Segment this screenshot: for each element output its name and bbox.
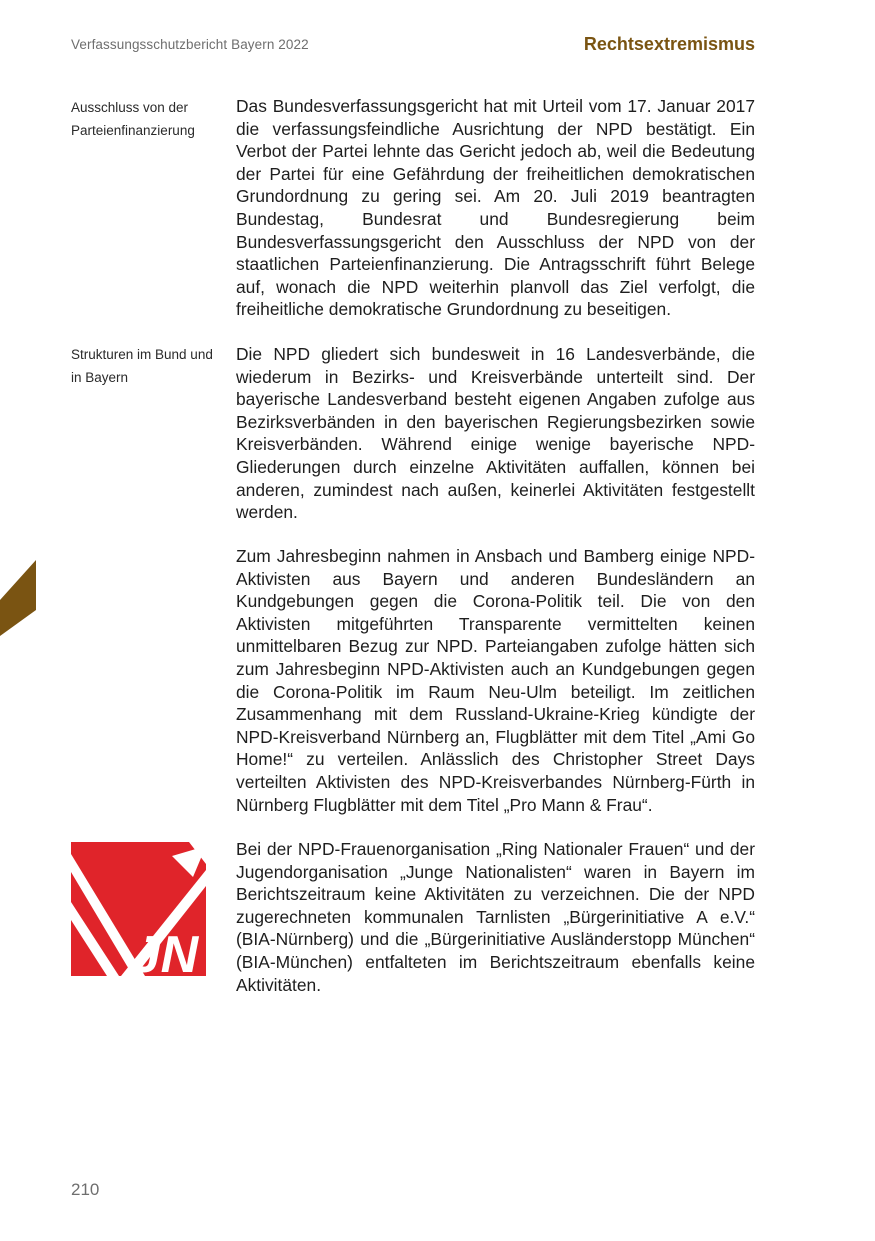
publication-title: Verfassungsschutzbericht Bayern 2022 [71, 37, 309, 52]
jn-logo-text: JN [131, 926, 199, 976]
margin-note-parteienfinanzierung: Ausschluss von der Parteienfinanzierung [71, 100, 195, 138]
paragraph-strukturen: Die NPD gliedert sich bundesweit in 16 Landesverbände, die wiederum in Bezirks- und Kreisverbände unterteilt sind. Der bayerische Landesverband besteht eigenen Angaben zufolge aus Bezirksverbänden in den bayerischen Regierungsbezirken sowie Kreisverbänden. Während einige wenige bayerische NPD-Gliederungen durch einzelne Aktivitäten auffallen, können bei anderen, zumindest nach außen, keinerlei Aktivitäten festgestellt werden. [236, 344, 755, 523]
chapter-title: Rechtsextremismus [583, 34, 755, 54]
paragraph-parteienfinanzierung: Das Bundesverfassungsgericht hat mit Urteil vom 17. Januar 2017 die verfassungsfeindliche Ausrichtung der NPD bestätigt. Ein Verbot der Partei lehnte das Gericht jedoch ab, weil die Bedeutung der Partei für eine Gefährdung der freiheitlichen demokratischen Grundordnung zu gering sei. Am 20. Juli 2019 beantragten Bundestag, Bundesrat und Bundesregierung beim Bundesverfassungsgericht den Ausschluss der NPD von der staatlichen Parteienfinanzierung. Die Antragsschrift führt Belege auf, wonach die NPD weiterhin planvoll das Ziel verfolgt, die freiheitliche demokratische Grundordnung zu beseitigen. [236, 96, 755, 320]
chapter-tab-marker [0, 560, 36, 636]
jn-logo-icon [71, 842, 206, 976]
paragraph-frauenorganisation: Bei der NPD-Frauenorganisation „Ring Nationaler Frauen“ und der Jugendorganisation „Junge Nationalisten“ waren in Bayern im Berichtszeitraum keine Aktivitäten zu verzeichnen. Die der NPD zugerechneten kommunalen Tarnlisten „Bürgerinitiative A e.V.“ (BIA-Nürnberg) und die „Bürgerinitiative Ausländerstopp München“ (BIA-München) entfalteten im Berichtszeitraum ebenfalls keine Aktivitäten. [236, 839, 755, 995]
paragraph-kundgebungen: Zum Jahresbeginn nahmen in Ansbach und Bamberg einige NPD-Aktivisten aus Bayern und anderen Bundesländern an Kundgebungen gegen die Corona-Politik teil. Die von den Aktivisten mitgeführten Transparente vermittelten keinen unmittelbaren Bezug zur NPD. Parteiangaben zufolge hätten sich zum Jahresbeginn NPD-Aktivisten auch an Kundgebungen gegen die Corona-Politik im Raum Neu-Ulm beteiligt. Im zeitlichen Zusammenhang mit dem Russland-Ukraine-Krieg kündigte der NPD-Kreisverband Nürnberg an, Flugblätter mit dem Titel „Ami Go Home!“ zu verteilen. Anlässlich des Christopher Street Days verteilten Aktivisten des NPD-Kreisverbandes Nürnberg-Fürth in Nürnberg Flugblätter mit dem Titel „Pro Mann & Frau“. [236, 546, 755, 815]
page-number: 210 [71, 1180, 100, 1199]
margin-note-strukturen: Strukturen im Bund und in Bayern [71, 347, 213, 385]
